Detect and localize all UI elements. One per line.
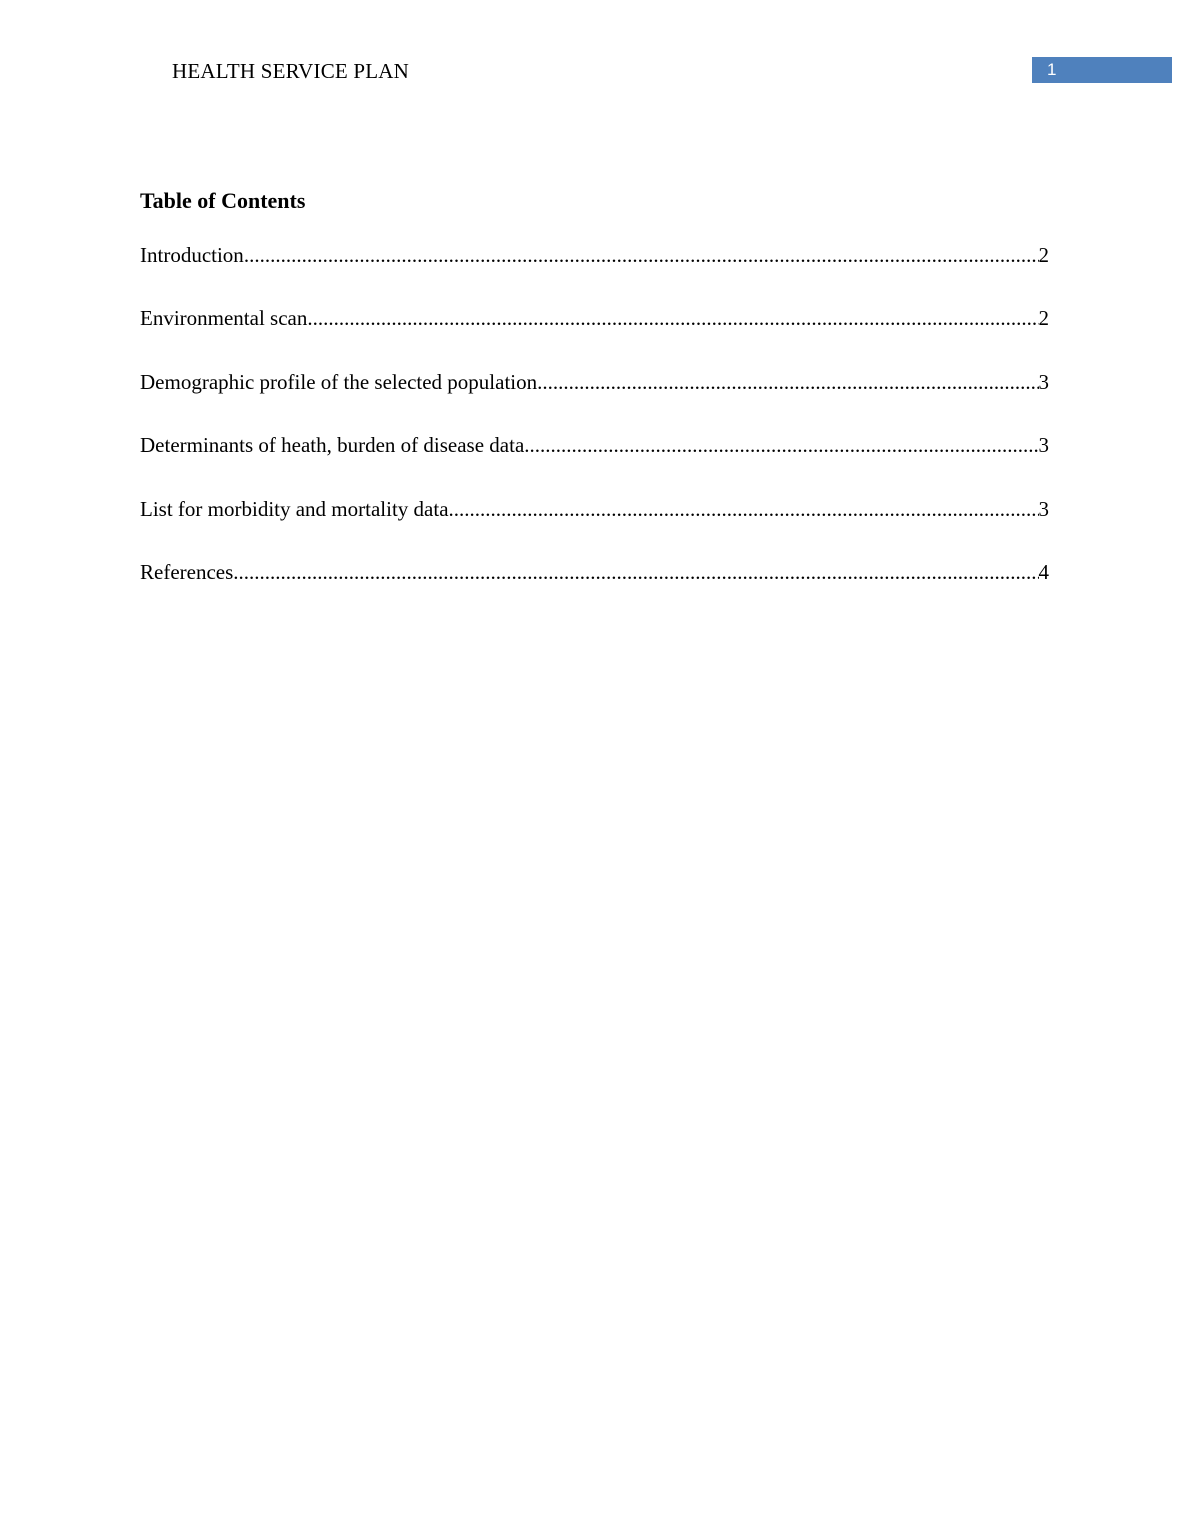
dot-leader bbox=[524, 431, 1038, 459]
toc-entry-label: List for morbidity and mortality data bbox=[140, 496, 449, 521]
toc-entry-label: Determinants of heath, burden of disease data bbox=[140, 433, 525, 458]
toc-entry-morbidity-mortality[interactable] bbox=[140, 495, 1049, 558]
toc-entry-label: Environmental scan bbox=[140, 306, 308, 331]
toc-entry-references[interactable] bbox=[140, 558, 1049, 621]
toc-entry-demographic-profile[interactable] bbox=[140, 368, 1049, 431]
toc-entry-page: 2 bbox=[1038, 306, 1049, 331]
toc-entry-page: 3 bbox=[1038, 369, 1049, 394]
toc-entry-label: References bbox=[140, 559, 234, 584]
toc-entry-environmental-scan[interactable] bbox=[140, 304, 1049, 367]
running-header-title: HEALTH SERVICE PLAN bbox=[172, 59, 410, 83]
dot-leader bbox=[537, 368, 1038, 396]
dot-leader bbox=[244, 241, 1039, 269]
toc-entry-introduction[interactable] bbox=[140, 241, 1049, 304]
toc-entry-page: 3 bbox=[1038, 433, 1049, 458]
page-number-badge: 1 bbox=[1032, 57, 1172, 83]
dot-leader bbox=[307, 304, 1038, 332]
dot-leader bbox=[449, 495, 1039, 523]
toc-entry-page: 3 bbox=[1038, 496, 1049, 521]
toc-entry-page: 4 bbox=[1038, 559, 1049, 584]
toc-entry-label: Introduction bbox=[140, 243, 244, 267]
toc-entry-label: Demographic profile of the selected population bbox=[140, 369, 538, 394]
dot-leader bbox=[233, 558, 1038, 586]
table-of-contents bbox=[140, 241, 1049, 621]
toc-entry-page: 2 bbox=[1038, 243, 1049, 267]
toc-entry-determinants-of-health[interactable] bbox=[140, 431, 1049, 494]
toc-heading: Table of Contents bbox=[140, 188, 306, 213]
